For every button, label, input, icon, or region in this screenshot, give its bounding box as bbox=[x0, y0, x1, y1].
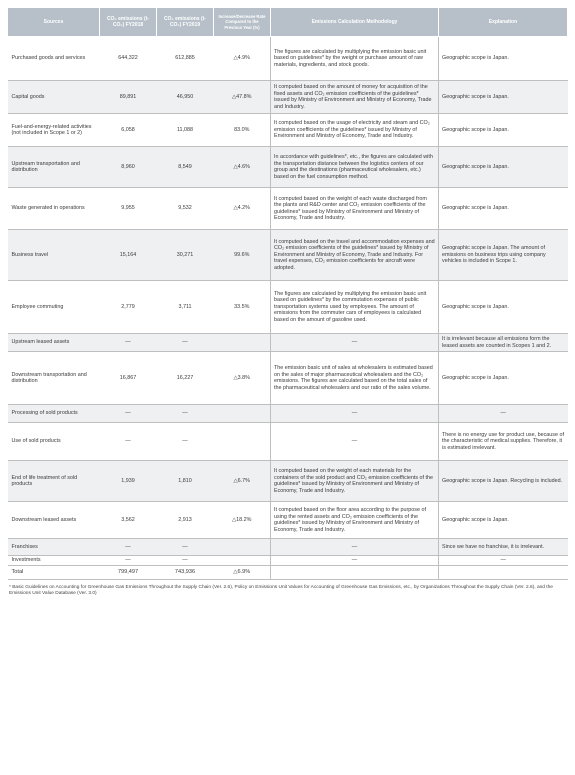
total-method-empty bbox=[271, 566, 439, 580]
row-rate: △4.6% bbox=[214, 147, 271, 188]
row-method: It computed based on the weight of each materials for the containers of the sold product and CO₂ emission coefficients of the guidelines* issued by Ministry of Environment and Ministry of Economy, Trade and Industry. bbox=[271, 461, 439, 502]
table-row bbox=[8, 188, 568, 230]
header-sources: Sources bbox=[8, 8, 100, 37]
row-source: End of life treatment of sold products bbox=[8, 461, 100, 502]
row-source: Franchises bbox=[8, 539, 100, 556]
total-explanation-empty bbox=[439, 566, 568, 580]
row-method: — bbox=[271, 539, 439, 556]
total-fy2018: 799,497 bbox=[100, 566, 157, 580]
row-explanation: Geographic scope is Japan. bbox=[439, 502, 568, 539]
table-row bbox=[8, 423, 568, 461]
row-explanation: Geographic scope is Japan. bbox=[439, 37, 568, 81]
row-method: The figures are calculated by multiplying the emission basic unit based on guidelines* by the weight or purchase amount of raw materials, ingredients, and stock goods. bbox=[271, 37, 439, 81]
row-explanation: Geographic scope is Japan. bbox=[439, 188, 568, 230]
row-fy2019: 11,088 bbox=[157, 114, 214, 147]
header-method: Emissions Calculation Methodology bbox=[271, 8, 439, 37]
table-row bbox=[8, 502, 568, 539]
table-row bbox=[8, 539, 568, 556]
row-method: It computed based on the floor area according to the purpose of using the rented assets and CO₂ emission coefficients of the guidelines* issued by Ministry of Environment and Ministry of Economy, Trade and Industry. bbox=[271, 502, 439, 539]
row-fy2019: 8,549 bbox=[157, 147, 214, 188]
row-fy2019: 16,227 bbox=[157, 352, 214, 405]
row-explanation: Geographic scope is Japan. The amount of emissions on business trips using company vehicles is included in Scope 1. bbox=[439, 230, 568, 281]
row-explanation: Geographic scope is Japan. bbox=[439, 281, 568, 334]
row-fy2019: 612,885 bbox=[157, 37, 214, 81]
row-fy2019: — bbox=[157, 423, 214, 461]
row-fy2018: 9,955 bbox=[100, 188, 157, 230]
row-fy2018: 2,779 bbox=[100, 281, 157, 334]
row-rate: 83.0% bbox=[214, 114, 271, 147]
table-row bbox=[8, 81, 568, 114]
row-source: Upstream transportation and distribution bbox=[8, 147, 100, 188]
row-method: It computed based on the amount of money for acquisition of the fixed assets and CO₂ emission coefficients of the guidelines* issued by Ministry of Environment and Ministry of Economy, Trade and Industry. bbox=[271, 81, 439, 114]
header-fy2019: CO₂ emissions (t-CO₂) FY2019 bbox=[157, 8, 214, 37]
emissions-table-container bbox=[7, 7, 567, 597]
row-fy2018: — bbox=[100, 423, 157, 461]
row-source: Business travel bbox=[8, 230, 100, 281]
row-rate: 33.5% bbox=[214, 281, 271, 334]
table-row bbox=[8, 114, 568, 147]
row-fy2018: 15,164 bbox=[100, 230, 157, 281]
row-rate bbox=[214, 556, 271, 566]
table-header-row bbox=[8, 8, 568, 37]
row-rate: △3.8% bbox=[214, 352, 271, 405]
table-row bbox=[8, 281, 568, 334]
table-row bbox=[8, 461, 568, 502]
row-method: — bbox=[271, 423, 439, 461]
row-method: It computed based on the weight of each waste discharged from the plants and R&D center and CO₂ emission coefficients of the guidelines* issued by Ministry of Environment and Ministry of Economy, Trade and Industry. bbox=[271, 188, 439, 230]
table-row bbox=[8, 405, 568, 423]
row-fy2019: — bbox=[157, 405, 214, 423]
row-fy2019: 3,711 bbox=[157, 281, 214, 334]
row-rate: △18.2% bbox=[214, 502, 271, 539]
row-fy2019: 1,810 bbox=[157, 461, 214, 502]
row-source: Employee commuting bbox=[8, 281, 100, 334]
header-fy2018: CO₂ emissions (t-CO₂) FY2018 bbox=[100, 8, 157, 37]
row-source: Use of sold products bbox=[8, 423, 100, 461]
row-fy2018: — bbox=[100, 334, 157, 352]
row-fy2019: — bbox=[157, 539, 214, 556]
total-rate: △6.9% bbox=[214, 566, 271, 580]
row-fy2018: — bbox=[100, 405, 157, 423]
row-rate bbox=[214, 334, 271, 352]
row-fy2018: 89,891 bbox=[100, 81, 157, 114]
row-explanation: — bbox=[439, 405, 568, 423]
row-rate: △47.8% bbox=[214, 81, 271, 114]
table-row bbox=[8, 37, 568, 81]
row-explanation: Geographic scope is Japan. bbox=[439, 114, 568, 147]
row-source: Downstream transportation and distribution bbox=[8, 352, 100, 405]
header-rate: Increase/Decrease Rate Compared to the Previous Year (%) bbox=[214, 8, 271, 37]
row-fy2019: 9,532 bbox=[157, 188, 214, 230]
row-source: Processing of sold products bbox=[8, 405, 100, 423]
header-explanation: Explanation bbox=[439, 8, 568, 37]
row-explanation: — bbox=[439, 556, 568, 566]
row-explanation: Geographic scope is Japan. bbox=[439, 81, 568, 114]
row-method: — bbox=[271, 334, 439, 352]
row-rate: 99.6% bbox=[214, 230, 271, 281]
table-row bbox=[8, 352, 568, 405]
row-rate bbox=[214, 423, 271, 461]
row-fy2018: 16,867 bbox=[100, 352, 157, 405]
row-fy2019: 2,913 bbox=[157, 502, 214, 539]
row-fy2018: 644,322 bbox=[100, 37, 157, 81]
row-source: Investments bbox=[8, 556, 100, 566]
row-explanation: There is no energy use for product use, because of the characteristic of medical supplies. Therefore, it is estimated irrelevant. bbox=[439, 423, 568, 461]
row-explanation: It is irrelevant because all emissions form the leased assets are counted in Scopes 1 and 2. bbox=[439, 334, 568, 352]
row-method: In accordance with guidelines*, etc., the figures are calculated with the transportation distance between the logistics centers of our group and the destinations (pharmaceutical wholesalers, etc.) based on the fuel consumption method. bbox=[271, 147, 439, 188]
total-fy2019: 743,936 bbox=[157, 566, 214, 580]
row-rate: △6.7% bbox=[214, 461, 271, 502]
row-rate: △4.2% bbox=[214, 188, 271, 230]
row-fy2018: 8,960 bbox=[100, 147, 157, 188]
scope3-emissions-table bbox=[7, 7, 568, 580]
row-fy2018: 1,939 bbox=[100, 461, 157, 502]
total-label: Total bbox=[8, 566, 100, 580]
row-source: Purchased goods and services bbox=[8, 37, 100, 81]
row-method: The figures are calculated by multiplying the emission basic unit based on guidelines* by the commutation expenses of public transportation systems used by employees. The amount of emissions from the commuter cars of employees is calculated based on the amount of gasoline used. bbox=[271, 281, 439, 334]
row-method: — bbox=[271, 556, 439, 566]
table-row bbox=[8, 556, 568, 566]
row-fy2019: 46,950 bbox=[157, 81, 214, 114]
row-fy2018: 6,058 bbox=[100, 114, 157, 147]
row-rate: △4.9% bbox=[214, 37, 271, 81]
row-fy2019: — bbox=[157, 334, 214, 352]
table-row bbox=[8, 334, 568, 352]
row-source: Downstream leased assets bbox=[8, 502, 100, 539]
row-source: Waste generated in operations bbox=[8, 188, 100, 230]
row-fy2019: — bbox=[157, 556, 214, 566]
table-row bbox=[8, 230, 568, 281]
row-explanation: Geographic scope is Japan. bbox=[439, 147, 568, 188]
row-fy2019: 30,271 bbox=[157, 230, 214, 281]
row-fy2018: — bbox=[100, 539, 157, 556]
row-rate bbox=[214, 539, 271, 556]
row-method: — bbox=[271, 405, 439, 423]
row-explanation: Since we have no franchise, it is irrelevant. bbox=[439, 539, 568, 556]
footnote: * Basic Guidelines on Accounting for Greenhouse Gas Emissions Throughout the Supply Chain (Ver. 2.6), Policy on Emissions Unit Values for Accounting of Greenhouse Gas Emissions, etc., by Organizations Throughout the Supply Chain (Ver. 2.6), and the Emissions Unit Value Database (Ver. 3.0) bbox=[9, 585, 553, 597]
row-explanation: Geographic scope is Japan. bbox=[439, 352, 568, 405]
row-source: Capital goods bbox=[8, 81, 100, 114]
row-method: It computed based on the travel and accommodation expenses and CO₂ emission coefficients of the guidelines* issued by Ministry of Environment and Ministry of Economy, Trade and Industry. For travel expenses, CO₂ emission coefficients for aircraft were adopted. bbox=[271, 230, 439, 281]
row-fy2018: — bbox=[100, 556, 157, 566]
row-rate bbox=[214, 405, 271, 423]
table-row bbox=[8, 147, 568, 188]
row-source: Upstream leased assets bbox=[8, 334, 100, 352]
row-source: Fuel-and-energy-related activities (not included in Scope 1 or 2) bbox=[8, 114, 100, 147]
row-explanation: Geographic scope is Japan. Recycling is included. bbox=[439, 461, 568, 502]
row-method: The emission basic unit of sales at wholesalers is estimated based on the sales of major pharmaceutical wholesalers and the CO₂ emissions. The figures are calculated based on the total sales of the pharmaceutical wholesalers and our ratio of the sales volume. bbox=[271, 352, 439, 405]
row-fy2018: 3,562 bbox=[100, 502, 157, 539]
total-row bbox=[8, 566, 568, 580]
row-method: It computed based on the usage of electricity and steam and CO₂ emission coefficients of the guidelines* issued by Ministry of Environment and Ministry of Economy, Trade and Industry. bbox=[271, 114, 439, 147]
